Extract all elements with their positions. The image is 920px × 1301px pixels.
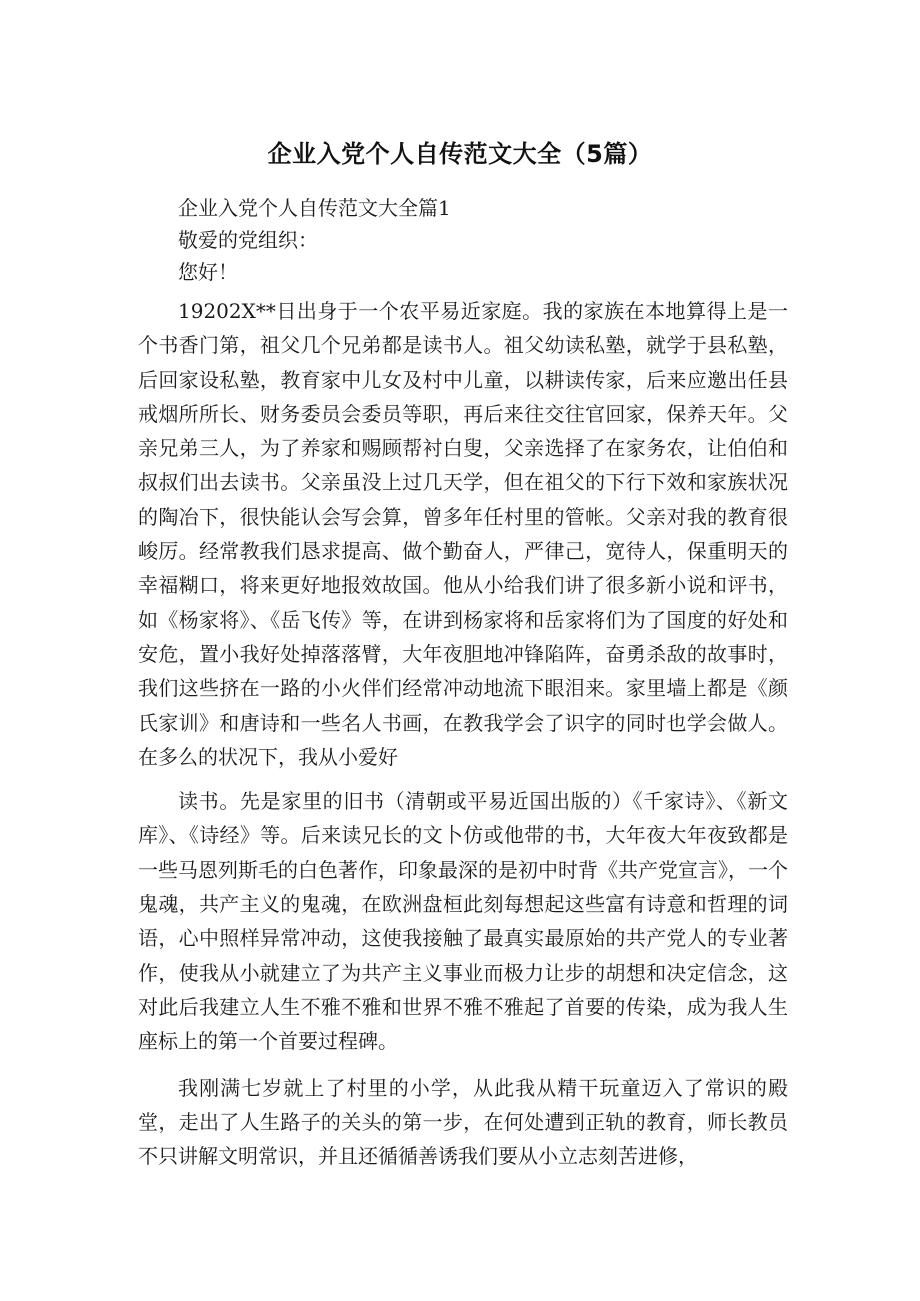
document-title: 企业入党个人自传范文大全（5篇） [267, 140, 653, 169]
paragraph-2: 读书。先是家里的旧书（清朝或平易近国出版的）《千家诗》、《新文库》、《诗经》等。后来读兄长的文卜仿或他带的书，大年夜大年夜致都是一些马恩列斯毛的白色著作，印象最深的是初中时背《共产党宣言》，一个鬼魂，共产主义的鬼魂，在欧洲盘桓此刻每想起这些富有诗意和哲理的词语，心中照样异常冲动，这使我接触了最真实最原始的共产党人的专业著作，使我从小就建立了为共产主义事业而极力让步的胡想和决定信念，这对此后我建立人生不雅不雅和世界不雅不雅起了首要的传染，成为我人生座标上的第一个首要过程碑。 [138, 789, 788, 1054]
paragraph-3: 我刚满七岁就上了村里的小学，从此我从精干玩童迈入了常识的殿堂，走出了人生路子的关头的第一步，在何处遭到正轨的教育，师长教员不只讲解文明常识，并且还循循善诱我们要从小立志刻苦进修， [138, 1075, 788, 1169]
document-body [138, 192, 788, 1173]
greeting: 您好！ [178, 260, 238, 284]
section-heading: 企业入党个人自传范文大全篇1 [178, 196, 451, 220]
salutation: 敬爱的党组织： [178, 228, 318, 252]
paragraph-1: 19202X**日出身于一个农平易近家庭。我的家族在本地算得上是一个书香门第，祖父几个兄弟都是读书人。祖父幼读私塾，就学于县私塾，后回家设私塾，教育家中儿女及村中儿童，以耕读传家，后来应邀出任县戒烟所所长、财务委员会委员等职，再后来往交往官回家，保养天年。父亲兄弟三人，为了养家和赐顾帮衬白叟，父亲选择了在家务农，让伯伯和叔叔们出去读书。父亲虽没上过几天学，但在祖父的下行下效和家族状况的陶冶下，很快能认会写会算，曾多年任村里的管帐。父亲对我的教育很峻厉。经常教我们恳求提高、做个勤奋人，严律己，宽待人，保重明天的幸福糊口，将来更好地报效故国。他从小给我们讲了很多新小说和评书，如《杨家将》、《岳飞传》等，在讲到杨家将和岳家将们为了国度的好处和安危，置小我好处掉落落臂，大年夜胆地冲锋陷阵，奋勇杀敌的故事时，我们这些挤在一路的小火伴们经常冲动地流下眼泪来。家里墙上都是《颜氏家训》和唐诗和一些名人书画，在教我学会了识字的同时也学会做人。在多么的状况下，我从小爱好 [138, 299, 788, 769]
